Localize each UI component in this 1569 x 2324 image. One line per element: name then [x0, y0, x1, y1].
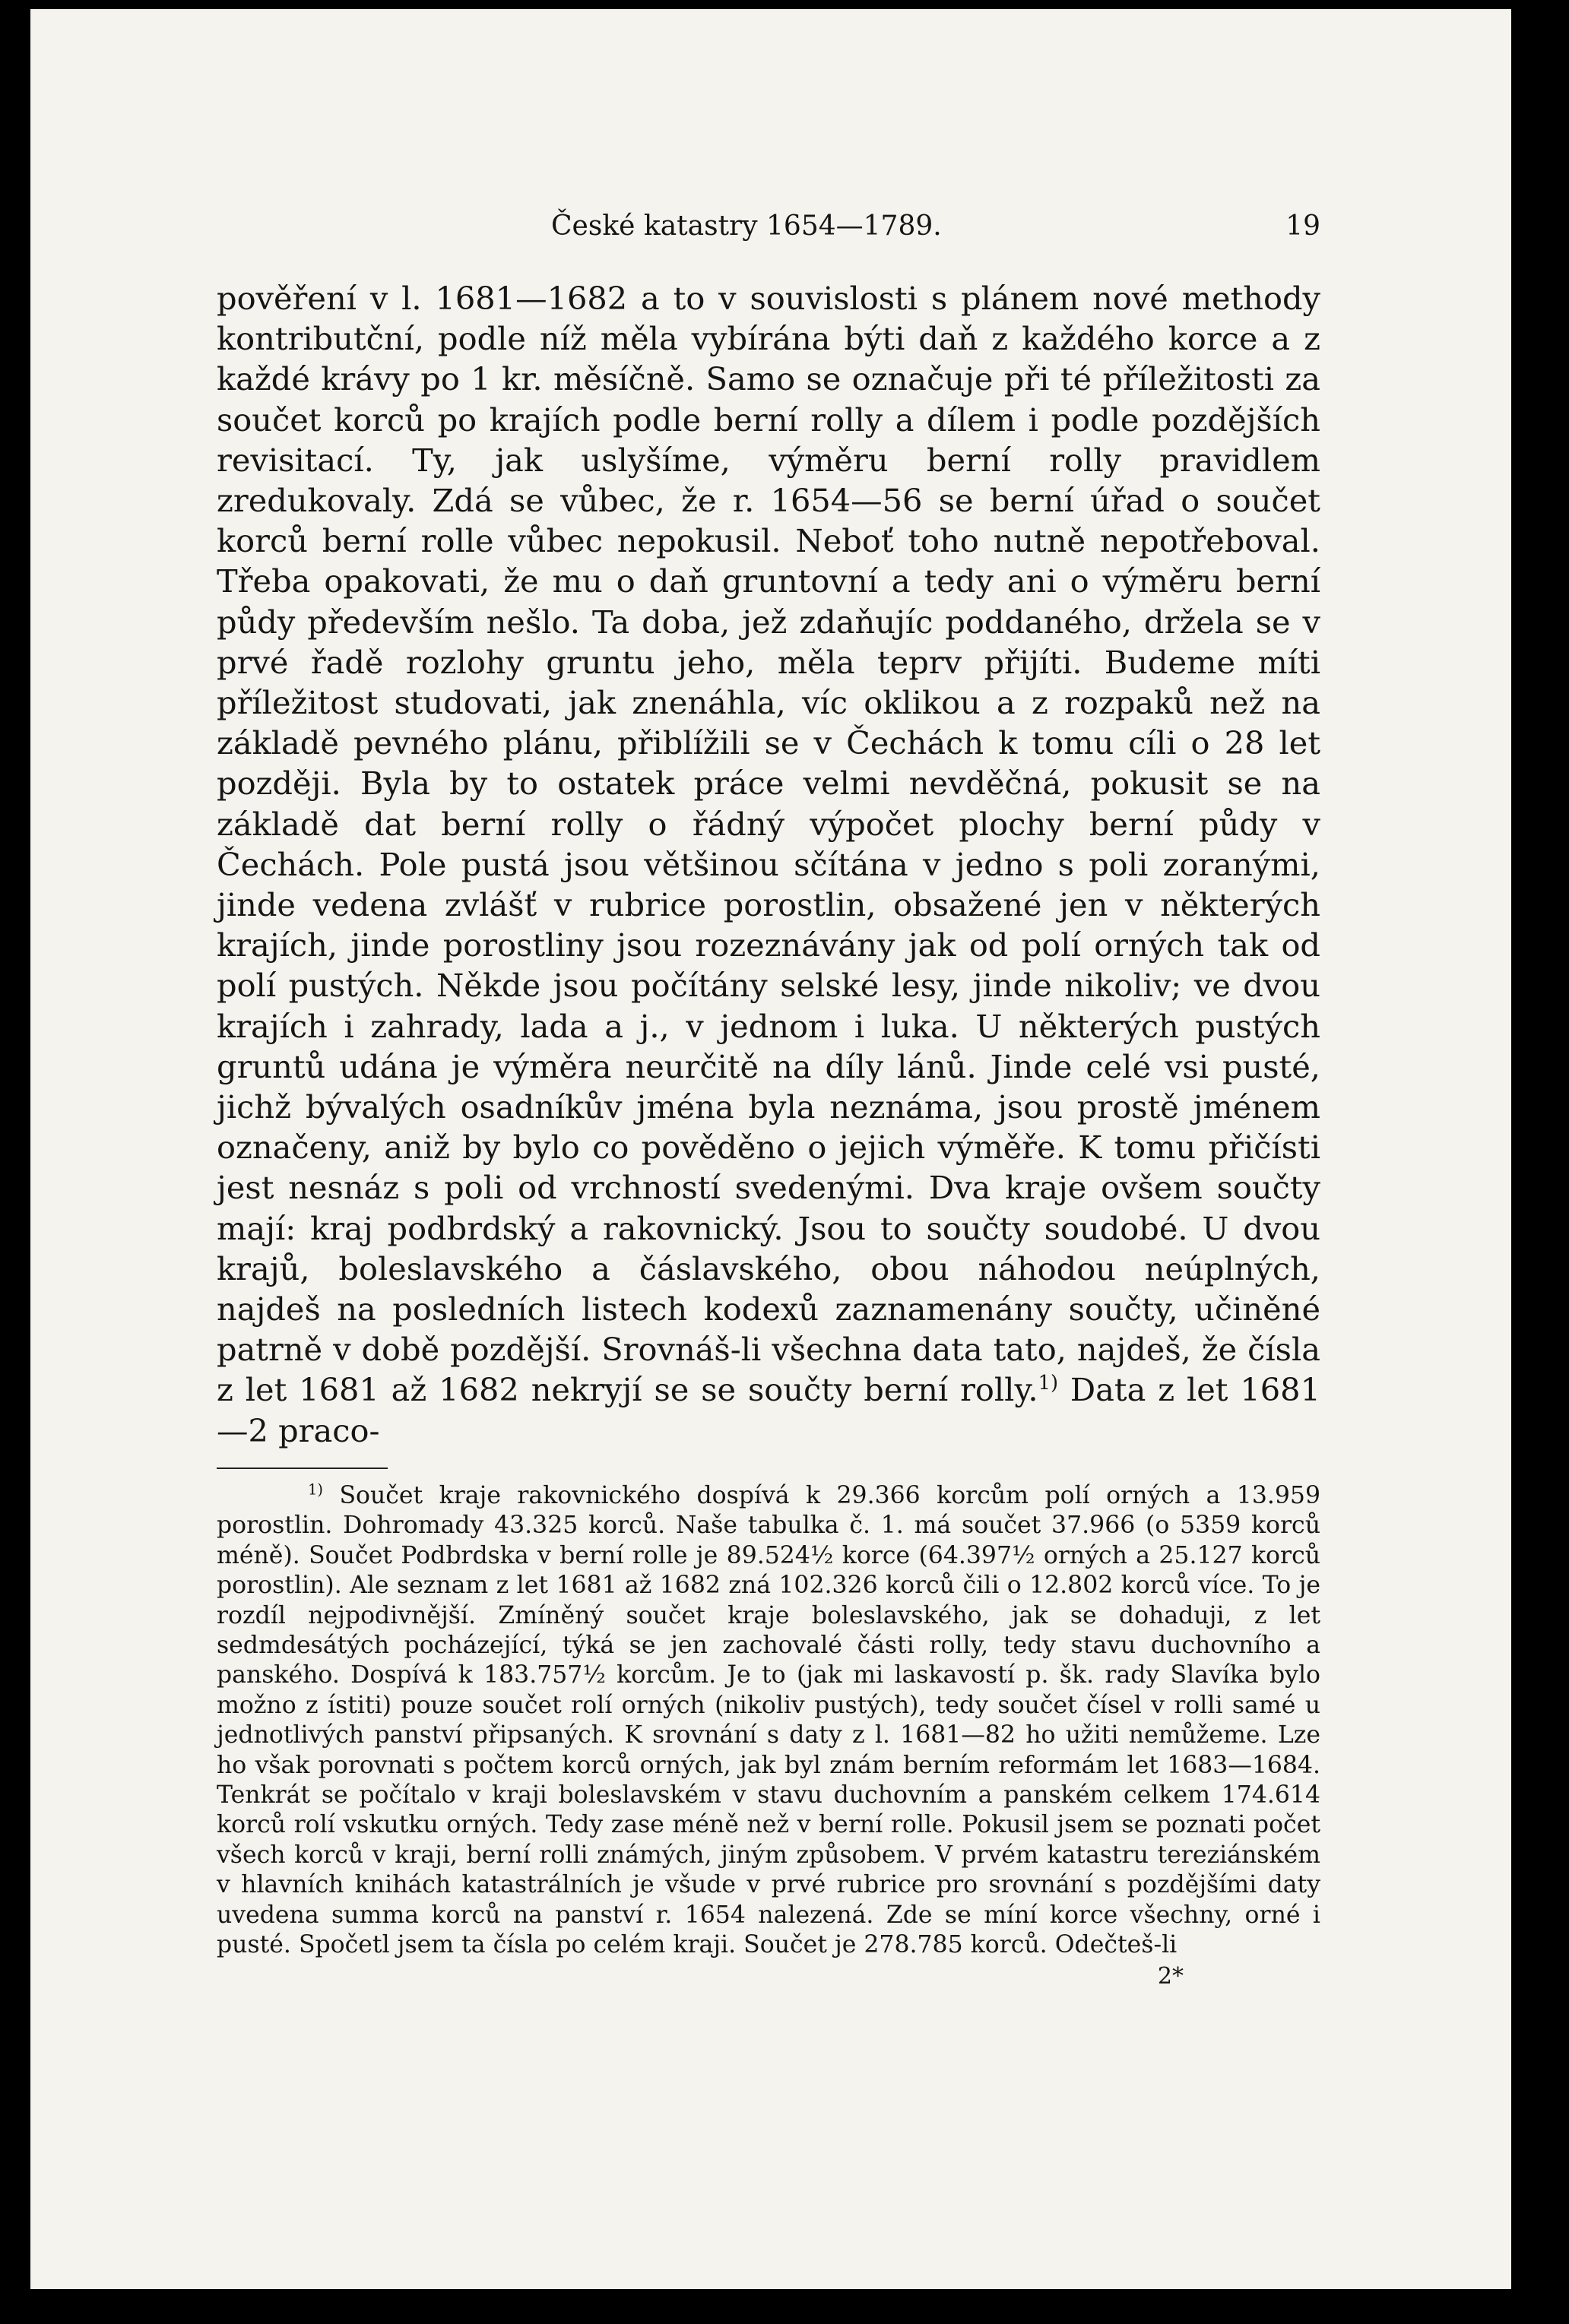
body-text: pověření v l. 1681—1682 a to v souvislosti s plánem nové methody kontributční, podle níž měla vybírána býti daň z každého korce a z každé krávy po 1 kr. měsíčně. Samo se označuje při té příležitosti za součet korců po krajích podle berní rolly a dílem i podle pozdějších revisitací. Ty, jak uslyšíme, výměru berní rolly pravidlem zredukovaly. Zdá se vůbec, že r. 1654—56 se berní úřad o součet korců berní rolle vůbec nepokusil. Neboť toho nutně nepotřeboval. Třeba opakovati, že mu o daň gruntovní a tedy ani o výměru berní půdy především nešlo. Ta doba, jež zdaňujíc poddaného, držela se v prvé řadě rozlohy gruntu jeho, měla teprv přijíti. Budeme míti příležitost studovati, jak znenáhla, víc oklikou a z rozpaků než na základě pevného plánu, přiblížili se v Čechách k tomu cíli o 28 let později. Byla by to ostatek práce velmi nevděčná, pokusit se na základě dat berní rolly o řádný výpočet plochy berní půdy v Čechách. Pole pustá jsou většinou sčítána v jedno s poli zoranými, jinde vedena zvlášť v rubrice porostlin, obsažené jen v některých krajích, jinde porostliny jsou rozeznávány jak od polí orných tak od polí pustých. Někde jsou počítány selské lesy, jinde nikoliv; ve dvou krajích i zahrady, lada a j., v jednom i luka. U některých pustých gruntů udána je výměra neurčitě na díly lánů. Jinde celé vsi pusté, jichž bývalých osadníkův jména byla neznáma, jsou prostě jménem označeny, aniž by bylo co pověděno o jejich výměře. K tomu přičísti jest nesnáz s poli od vrchností svedenými. Dva kraje ovšem součty mají: kraj podbrdský a rakovnický. Jsou to součty soudobé. U dvou krajů, boleslavského a čáslavského, obou náhodou neúplných, najdeš na posledních listech kodexů zaznamenány součty, učiněné patrně v době pozdější. Srovnáš-li všechna data tato, najdeš, že čísla z let 1681 až 1682 nekryjí se se součty berní rolly.	[217, 280, 1320, 1409]
footnote-reference: 1)	[1038, 1372, 1058, 1395]
footnote-divider	[217, 1468, 388, 1469]
running-head	[217, 205, 1320, 248]
body-paragraph	[217, 278, 1320, 1451]
page-content	[217, 205, 1320, 1992]
footnote-marker: 1)	[308, 1480, 324, 1499]
body-text-continuation: Data z let 1681—2 praco-	[217, 1371, 1320, 1449]
footnote	[217, 1481, 1320, 1961]
page-number: 19	[1285, 211, 1320, 242]
book-page	[30, 9, 1511, 2289]
signature-mark: 2*	[1157, 1963, 1184, 1990]
footnote-text: Součet kraje rakovnického dospívá k 29.366 korcům polí orných a 13.959 porostlin. Dohromady 43.325 korců. Naše tabulka č. 1. má součet 37.966 (o 5359 korců méně). Součet Podbrdska v berní rolle je 89.524½ korce (64.397½ orných a 25.127 korců porostlin). Ale seznam z let 1681 až 1682 zná 102.326 korců čili o 12.802 korců více. To je rozdíl nejpodivnější. Zmíněný součet kraje boleslavského, jak se dohaduji, z let sedmdesátých pocházející, týká se jen zachovalé části rolly, tedy stavu duchovního a panského. Dospívá k 183.757½ korcům. Je to (jak mi laskavostí p. šk. rady Slavíka bylo možno z ístiti) pouze součet rolí orných (nikoliv pustých), tedy součet čísel v rolli samé u jednotlivých panství připsaných. K srovnání s daty z l. 1681—82 ho užiti nemůžeme. Lze ho však porovnati s počtem korců orných, jak byl znám berním reformám let 1683—1684. Tenkrát se počítalo v kraji boleslavském v stavu duchovním a panském celkem 174.614 korců rolí vskutku orných. Tedy zase méně než v berní rolle. Pokusil jsem se poznati počet všech korců v kraji, berní rolli známých, jiným způsobem. V prvém katastru tereziánském v hlavních knihách katastrálních je všude v prvé rubrice pro srovnání s pozdějšími daty uvedena summa korců na panství r. 1654 nalezená. Zde se míní korce všechny, orné i pusté. Spočetl jsem ta čísla po celém kraji. Součet je 278.785 korců. Odečteš-li	[217, 1481, 1320, 1958]
running-head-title: České katastry 1654—1789.	[551, 211, 942, 242]
